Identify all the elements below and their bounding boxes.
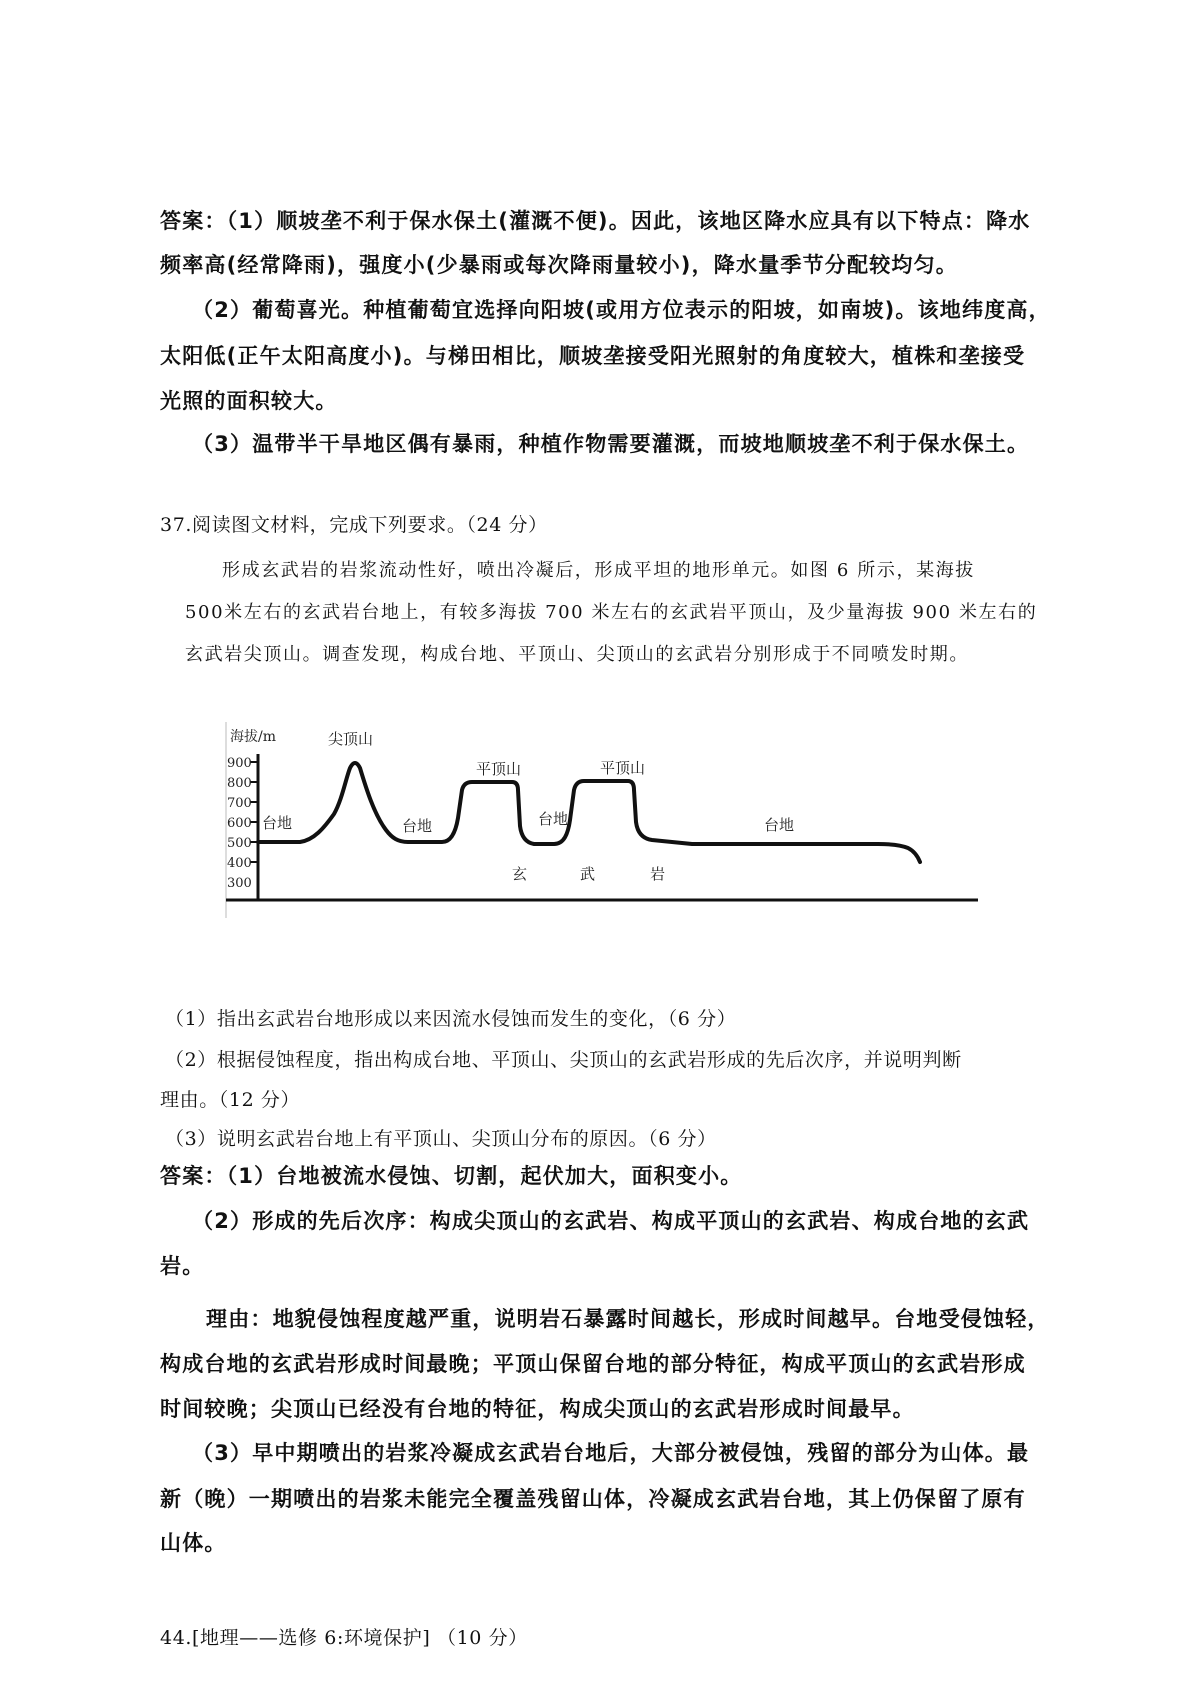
material-line-3: 玄武岩尖顶山。调查发现，构成台地、平顶山、尖顶山的玄武岩分别形成于不同喷发时期。 — [185, 644, 969, 665]
label-rock-2: 武 — [580, 865, 596, 883]
answer-1-line-2: 频率高(经常降雨)，强度小(少暴雨或每次降雨量较小)，降水量季节分配较均匀。 — [160, 253, 958, 277]
label-mesa-1: 平顶山 — [476, 760, 522, 778]
y-tick-800: 800 — [227, 776, 252, 791]
material-line-2: 500米左右的玄武岩台地上，有较多海拔 700 米左右的玄武岩平顶山，及少量海拔 900 米左右的 — [185, 602, 1038, 623]
label-mesa-2: 平顶山 — [600, 759, 646, 777]
y-axis-label: 海拔/m — [230, 729, 276, 745]
answer-1-line-4: 太阳低(正午太阳高度小)。与梯田相比，顺坡垄接受阳光照射的角度较大，植株和垄接受 — [160, 344, 1026, 368]
label-plateau-1: 台地 — [262, 814, 293, 832]
y-tick-900: 900 — [227, 756, 252, 771]
label-rock-3: 岩 — [650, 865, 666, 883]
answer-1-line-6: （3）温带半干旱地区偶有暴雨，种植作物需要灌溉，而坡地顺坡垄不利于保水保土。 — [192, 432, 1030, 456]
y-tick-500: 500 — [227, 836, 252, 851]
label-peak: 尖顶山 — [328, 730, 374, 748]
sub-question-3: （3）说明玄武岩台地上有平顶山、尖顶山分布的原因。（6 分） — [165, 1128, 717, 1150]
material-line-1: 形成玄武岩的岩浆流动性好，喷出冷凝后，形成平坦的地形单元。如图 6 所示，某海拔 — [222, 560, 975, 581]
sub-question-2-line-1: （2）根据侵蚀程度，指出构成台地、平顶山、尖顶山的玄武岩形成的先后次序，并说明判断 — [165, 1049, 962, 1071]
answer-1-line-1: 答案：（1）顺坡垄不利于保水保土(灌溉不便)。因此，该地区降水应具有以下特点：降水 — [160, 209, 1031, 233]
answer-2-line-5: 构成台地的玄武岩形成时间最晚；平顶山保留台地的部分特征，构成平顶山的玄武岩形成 — [160, 1352, 1026, 1376]
label-plateau-3: 台地 — [538, 810, 569, 828]
label-rock-1: 玄 — [512, 865, 528, 883]
answer-2-line-6: 时间较晚；尖顶山已经没有台地的特征，构成尖顶山的玄武岩形成时间最早。 — [160, 1397, 915, 1421]
answer-2-line-1: 答案：（1）台地被流水侵蚀、切割，起伏加大，面积变小。 — [160, 1164, 743, 1188]
sub-question-1: （1）指出玄武岩台地形成以来因流水侵蚀而发生的变化，（6 分） — [165, 1008, 737, 1030]
terrain-profile-line — [258, 763, 920, 862]
answer-2-line-4: 理由：地貌侵蚀程度越严重，说明岩石暴露时间越长，形成时间越早。台地受侵蚀轻， — [206, 1307, 1050, 1331]
question-37-title: 37.阅读图文材料，完成下列要求。（24 分） — [160, 514, 548, 536]
answer-2-line-9: 山体。 — [160, 1531, 227, 1555]
answer-2-line-3: 岩。 — [160, 1254, 205, 1278]
y-tick-400: 400 — [227, 856, 252, 871]
y-tick-300: 300 — [227, 876, 252, 891]
answer-1-line-5: 光照的面积较大。 — [160, 389, 338, 413]
answer-2-line-2: （2）形成的先后次序：构成尖顶山的玄武岩、构成平顶山的玄武岩、构成台地的玄武 — [192, 1209, 1030, 1233]
y-tick-700: 700 — [227, 796, 252, 811]
answer-2-line-7: （3）早中期喷出的岩浆冷凝成玄武岩台地后，大部分被侵蚀，残留的部分为山体。最 — [192, 1441, 1030, 1465]
answer-1-line-3: （2）葡萄喜光。种植葡萄宜选择向阳坡(或用方位表示的阳坡，如南坡)。该地纬度高， — [192, 298, 1051, 322]
label-plateau-2: 台地 — [402, 817, 433, 835]
sub-question-2-line-2: 理由。（12 分） — [160, 1089, 301, 1111]
terrain-profile-figure — [222, 718, 982, 928]
label-plateau-4: 台地 — [764, 816, 795, 834]
y-tick-600: 600 — [227, 816, 252, 831]
answer-2-line-8: 新（晚）一期喷出的岩浆未能完全覆盖残留山体，冷凝成玄武岩台地，其上仍保留了原有 — [160, 1487, 1026, 1511]
question-44-title: 44.[地理——选修 6:环境保护] （10 分） — [160, 1627, 528, 1649]
